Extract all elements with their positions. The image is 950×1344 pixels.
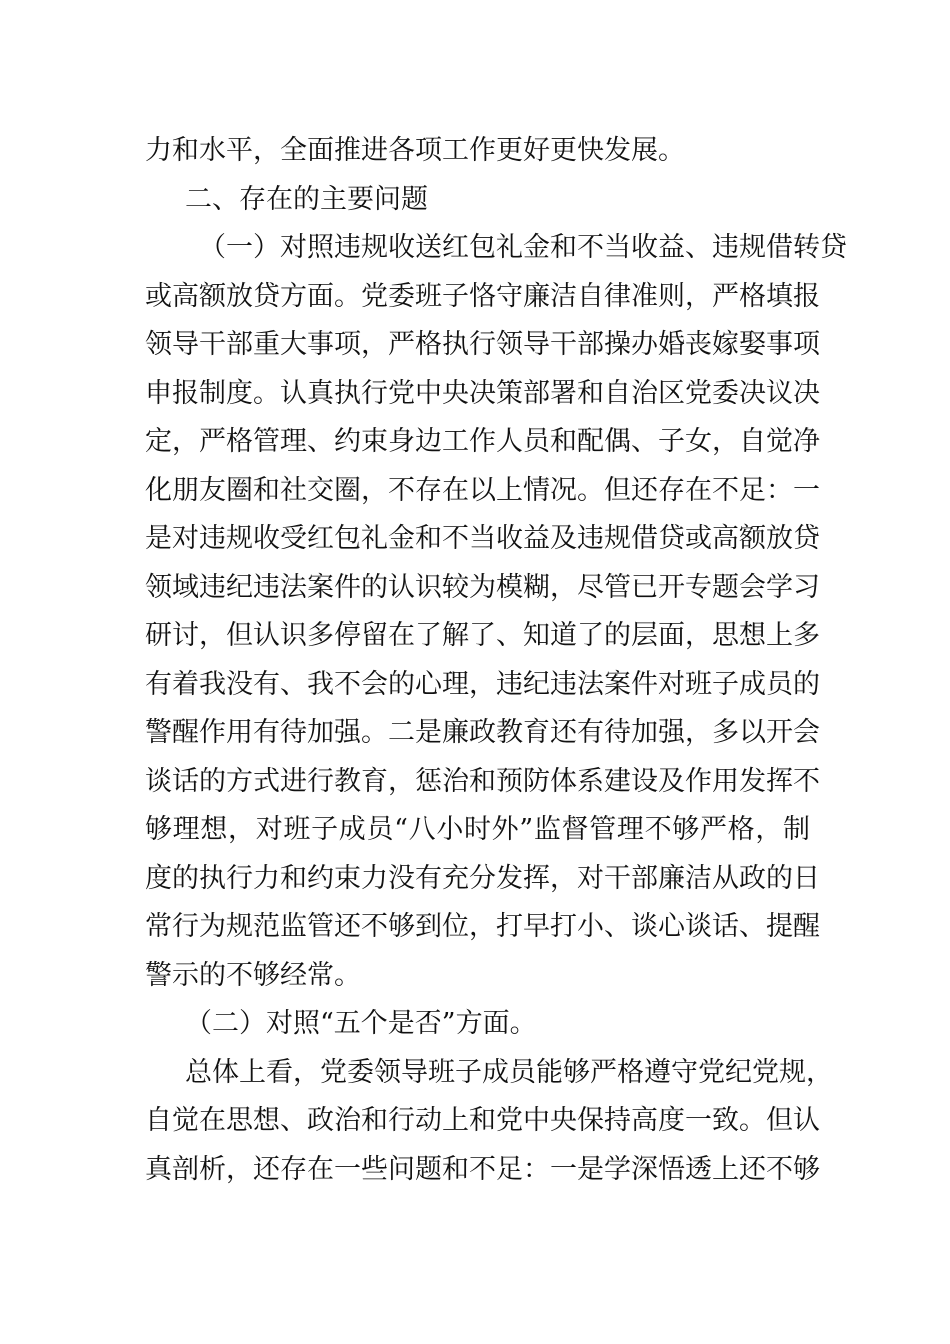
document-body xyxy=(145,127,847,1194)
text-line: 定，严格管理、约束身边工作人员和配偶、子女，自觉净 xyxy=(145,426,820,457)
text-line: 警示的不够经常。 xyxy=(145,959,361,991)
text-line: 够理想，对班子成员“八小时外”监督管理不够严格，制 xyxy=(145,814,810,845)
text-line: 或高额放贷方面。党委班子恪守廉洁自律准则，严格填报 xyxy=(145,280,820,312)
text-line: 领导干部重大事项，严格执行领导干部操办婚丧嫁娶事项 xyxy=(145,329,820,360)
text-line: 研讨，但认识多停留在了解了、知道了的层面，思想上多 xyxy=(145,620,820,651)
text-line: 力和水平，全面推进各项工作更好更快发展。 xyxy=(145,135,685,166)
text-line: 总体上看，党委领导班子成员能够严格遵守党纪党规， xyxy=(185,1056,833,1088)
text-line: 谈话的方式进行教育，惩治和预防体系建设及作用发挥不 xyxy=(145,765,820,797)
text-line: 化朋友圈和社交圈，不存在以上情况。但还存在不足：一 xyxy=(145,474,820,506)
section-heading: 二、存在的主要问题 xyxy=(185,183,428,215)
text-line: 申报制度。认真执行党中央决策部署和自治区党委决议决 xyxy=(145,377,820,409)
text-line: 真剖析，还存在一些问题和不足：一是学深悟透上还不够 xyxy=(145,1153,820,1185)
subsection-heading: （二）对照“五个是否”方面。 xyxy=(185,1008,537,1039)
text-line: 警醒作用有待加强。二是廉政教育还有待加强，多以开会 xyxy=(145,717,820,748)
text-line: 自觉在思想、政治和行动上和党中央保持高度一致。但认 xyxy=(145,1105,820,1136)
text-line: 是对违规收受红包礼金和不当收益及违规借贷或高额放贷 xyxy=(145,523,820,554)
subsection-heading: （一）对照违规收送红包礼金和不当收益、违规借转贷 xyxy=(199,232,847,263)
text-line: 度的执行力和约束力没有充分发挥，对干部廉洁从政的日 xyxy=(145,862,820,894)
text-line: 常行为规范监管还不够到位，打早打小、谈心谈话、提醒 xyxy=(145,911,820,942)
text-line: 有着我没有、我不会的心理，违纪违法案件对班子成员的 xyxy=(145,668,820,700)
text-line: 领域违纪违法案件的认识较为模糊，尽管已开专题会学习 xyxy=(145,571,820,603)
